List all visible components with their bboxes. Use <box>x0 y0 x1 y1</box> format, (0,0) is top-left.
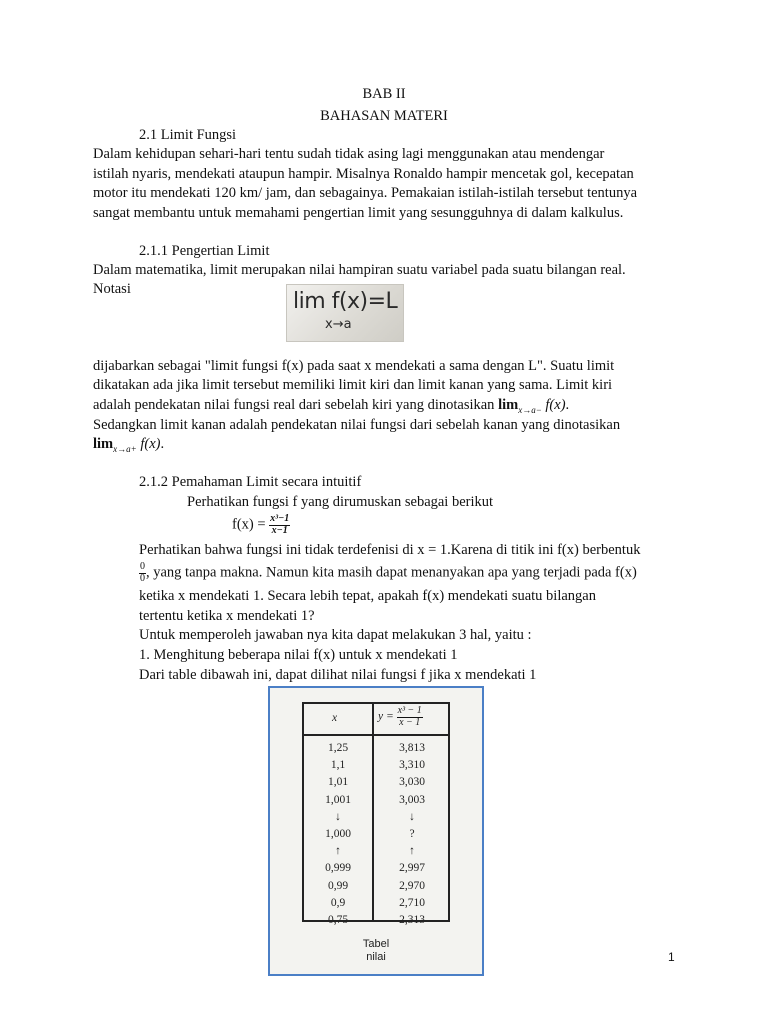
table-cell-y: 2,710 <box>399 896 425 909</box>
table-cell-x: 0,75 <box>327 913 349 926</box>
limit-kiri-notation: $\lim_{x\to a-} f(x)$. <box>498 397 570 415</box>
paragraph-text: adalah pendekatan nilai fungsi real dari sebelah kiri yang dinotasikan <box>93 397 495 413</box>
section-2-1-2-title: 2.1.2 Pemahaman Limit secara intuitif <box>139 474 362 490</box>
page-number: 1 <box>668 950 675 964</box>
limit-kiri-line <box>93 397 569 415</box>
table-cell-y: 2,997 <box>399 862 425 875</box>
function-definition: f(x) = $\frac{\text{x³−1}}{x-1}$ <box>232 513 290 536</box>
paragraph-line: Untuk memperoleh jawaban nya kita dapat melakukan 3 hal, yaitu : <box>139 627 532 643</box>
paragraph-line: dijabarkan sebagai "limit fungsi f(x) pada saat x mendekati a sama dengan L". Suatu limit <box>93 358 615 374</box>
table-cell-x: 1,000 <box>325 827 351 840</box>
paragraph-line: Dari table dibawah ini, dapat dilihat nilai fungsi f jika x mendekati 1 <box>139 667 537 683</box>
value-table <box>302 702 450 926</box>
function-fraction: $\frac{\text{x³−1}}{x-1}$ <box>270 513 290 536</box>
paragraph-line: motor itu mendekati 120 km/ jam, dan sebagainya. Pemakaian istilah-istilah tersebut tentunya <box>93 185 638 201</box>
zero-fraction: $\frac{0}{0}$ <box>140 561 145 584</box>
table-cell-y: 3,310 <box>399 759 425 772</box>
table-cell-x: 1,1 <box>330 759 346 772</box>
paragraph-line: Perhatikan bahwa fungsi ini tidak terdefenisi di x = 1.Karena di titik ini f(x) berbentuk <box>139 542 641 558</box>
table-cell-x: ↑ <box>335 845 341 858</box>
notasi-label: Notasi <box>93 281 131 297</box>
table-cell-y: ? <box>409 827 415 840</box>
table-cell-x: 0,999 <box>325 862 351 875</box>
table-cell-y: 3,030 <box>399 776 425 789</box>
limit-notation-image <box>286 284 404 342</box>
list-item: 1. Menghitung beberapa nilai f(x) untuk x mendekati 1 <box>139 647 458 663</box>
table-column-x <box>304 740 372 929</box>
table-header-y: y = $\frac{\text{x³ − 1}}{x - 1}$ <box>378 705 422 728</box>
limit-notation-subscript: x→a <box>325 317 352 332</box>
paragraph-line: istilah nyaris, mendekati ataupun hampir. Misalnya Ronaldo hampir mencetak gol, kecepatan <box>93 166 634 182</box>
paragraph-line: Dalam matematika, limit merupakan nilai hampiran suatu variabel pada suatu bilangan real. <box>93 262 626 278</box>
table-column-y <box>374 740 450 929</box>
section-2-1-1-title: 2.1.1 Pengertian Limit <box>139 243 270 259</box>
chapter-title: BAHASAN MATERI <box>320 108 448 124</box>
paragraph-line: sangat membantu untuk memahami pengertian limit yang sesungguhnya di dalam kalkulus. <box>93 205 624 221</box>
table-cell-y: 3,813 <box>399 742 425 754</box>
table-cell-x: 0,99 <box>327 879 349 892</box>
table-cell-y: ↑ <box>409 845 415 858</box>
table-cell-x: 0,9 <box>330 896 346 909</box>
table-cell-x: ↓ <box>335 810 341 823</box>
table-cell-y: ↓ <box>409 810 415 823</box>
paragraph-line: Sedangkan limit kanan adalah pendekatan nilai fungsi dari sebelah kanan yang dinotasikan <box>93 417 621 433</box>
paragraph-line: Perhatikan fungsi f yang dirumuskan sebagai berikut <box>187 494 494 510</box>
section-2-1-title: 2.1 Limit Fungsi <box>139 127 237 143</box>
table-header-x: x <box>332 712 338 724</box>
chapter-label: BAB II <box>362 86 406 102</box>
table-cell-y: 2,313 <box>399 913 425 926</box>
table-cell-x: 1,25 <box>327 742 349 754</box>
limit-kanan-notation: $\lim_{x\to a+} f(x)$. <box>93 436 165 454</box>
paragraph-line: ketika x mendekati 1. Secara lebih tepat, apakah f(x) mendekati suatu bilangan <box>139 588 596 604</box>
table-caption: Tabel nilai <box>362 938 390 963</box>
value-table-image <box>268 686 484 976</box>
zero-over-zero-line: $\frac{0}{0}$ , yang tanpa makna. Namun kita masih dapat menanyakan apa yang terjadi pada f(x) <box>140 561 637 584</box>
table-cell-x: 1,01 <box>327 776 349 789</box>
table-cell-y: 3,003 <box>399 793 425 806</box>
paragraph-line: dikatakan ada jika limit tersebut memiliki limit kiri dan limit kanan yang sama. Limit kiri <box>93 377 613 393</box>
paragraph-line: Dalam kehidupan sehari-hari tentu sudah tidak asing lagi menggunakan atau mendengar <box>93 146 605 162</box>
table-cell-x: 1,001 <box>325 793 351 806</box>
limit-notation-text: lim f(x)=L <box>293 289 398 314</box>
paragraph-line: tertentu ketika x mendekati 1? <box>139 608 315 624</box>
table-cell-y: 2,970 <box>399 879 425 892</box>
